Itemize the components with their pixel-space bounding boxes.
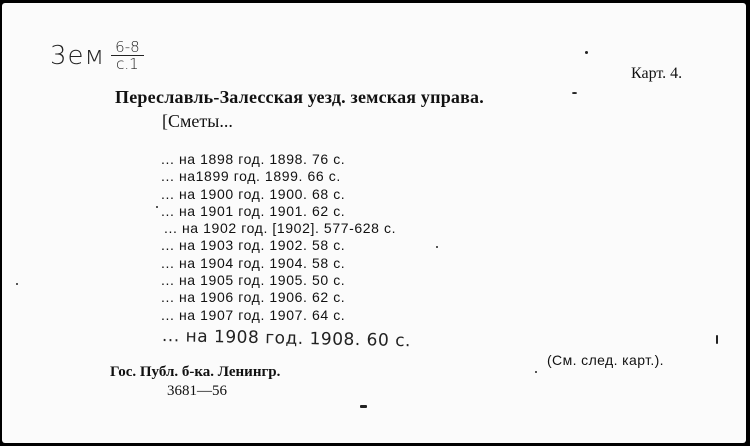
- ink-speck: [16, 283, 18, 285]
- ink-speck: [585, 51, 588, 54]
- ink-speck: [156, 206, 158, 208]
- card-number: Карт. 4.: [631, 65, 683, 82]
- ink-speck: [535, 371, 537, 373]
- shelf-code-prefix: 3ем: [50, 40, 106, 71]
- entry-1904: ... на 1904 год. 1904. 58 с.: [161, 254, 346, 271]
- entry-1899: ... на1899 год. 1899. 66 с.: [161, 168, 341, 185]
- entry-1907: ... на 1907 год. 1907. 64 с.: [161, 306, 346, 323]
- entry-1901: ... на 1901 год. 1901. 62 с.: [161, 202, 346, 219]
- catalog-card: [2, 3, 746, 443]
- ink-speck: [436, 246, 438, 248]
- inventory-number: 3681—56: [167, 383, 227, 399]
- entry-list: [161, 151, 396, 324]
- library-name: Гос. Публ. б-ка. Ленингр.: [110, 364, 281, 380]
- entry-1902: ... на 1902 год. [1902]. 577-628 с.: [164, 220, 397, 237]
- entry-1898: ... на 1898 год. 1898. 76 с.: [161, 151, 346, 167]
- entry-1903: ... на 1903 год. 1902. 58 с.: [161, 237, 346, 254]
- shelf-code-fraction: [111, 39, 144, 72]
- see-next-card-note: (См. след. карт.).: [547, 352, 664, 368]
- ink-speck: [360, 405, 367, 408]
- shelf-code-denominator: с.1: [116, 55, 139, 73]
- ink-speck: [716, 335, 718, 344]
- ink-speck: [572, 92, 577, 94]
- entry-1905: ... на 1905 год. 1905. 50 с.: [161, 272, 346, 289]
- handwritten-shelf-code: [50, 39, 144, 72]
- card-subheading: [Сметы...: [162, 111, 233, 131]
- entry-1906: ... на 1906 год. 1906. 62 с.: [161, 289, 346, 306]
- entry-1900: ... на 1900 год. 1900. 68 с.: [161, 185, 346, 202]
- shelf-code-numerator: 6-8: [111, 39, 144, 56]
- handwritten-entry-1908: ... на 1908 год. 1908. 60 с.: [161, 326, 412, 352]
- card-heading: Переславль-Залесская уезд. земская управа.: [115, 87, 484, 107]
